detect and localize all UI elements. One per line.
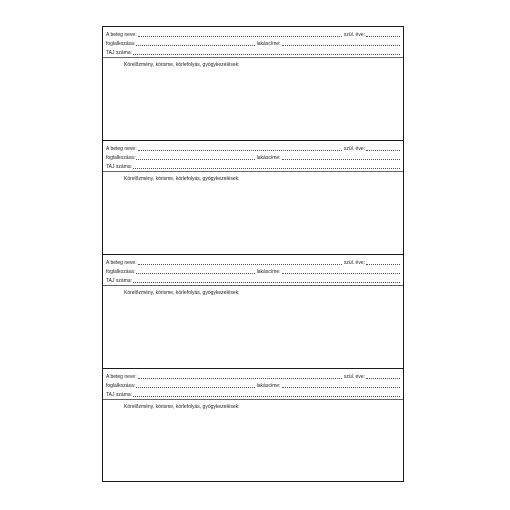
taj-label: TAJ száma: [106,50,133,56]
patient-card-4 [103,369,403,483]
taj-row [103,46,403,56]
occupation-label: foglalkozása: [106,269,136,275]
name-label: A beteg neve: [106,146,137,152]
divider-line [103,57,403,58]
occupation-label: foglalkozása: [106,41,136,47]
occupation-label: foglalkozása: [106,383,136,389]
history-label: Kórelőzmény, kórisme, kórlefolyás, gyógykezelések: [124,176,240,182]
patient-record-sheet [102,26,404,482]
taj-field[interactable] [133,168,400,169]
divider-line [103,285,403,286]
birth-year-label: szül. éve: [343,260,365,266]
taj-field[interactable] [133,396,400,397]
name-label: A beteg neve: [106,32,137,38]
address-label: lakáscíme: [256,41,281,47]
patient-card-1 [103,27,403,141]
history-label: Kórelőzmény, kórisme, kórlefolyás, gyógykezelések: [124,290,240,296]
taj-field[interactable] [133,54,400,55]
divider-line [103,399,403,400]
taj-field[interactable] [133,282,400,283]
taj-label: TAJ száma: [106,278,133,284]
birth-year-label: szül. éve: [343,374,365,380]
divider-line [103,171,403,172]
occupation-label: foglalkozása: [106,155,136,161]
history-label: Kórelőzmény, kórisme, kórlefolyás, gyógykezelések: [124,404,240,410]
name-label: A beteg neve: [106,374,137,380]
address-label: lakáscíme: [256,383,281,389]
patient-card-3 [103,255,403,369]
taj-row [103,160,403,170]
taj-label: TAJ száma: [106,392,133,398]
history-label: Kórelőzmény, kórisme, kórlefolyás, gyógykezelések: [124,62,240,68]
patient-card-2 [103,141,403,255]
taj-row [103,274,403,284]
birth-year-label: szül. éve: [343,146,365,152]
address-label: lakáscíme: [256,155,281,161]
taj-row [103,388,403,398]
birth-year-label: szül. éve: [343,32,365,38]
address-label: lakáscíme: [256,269,281,275]
taj-label: TAJ száma: [106,164,133,170]
name-label: A beteg neve: [106,260,137,266]
